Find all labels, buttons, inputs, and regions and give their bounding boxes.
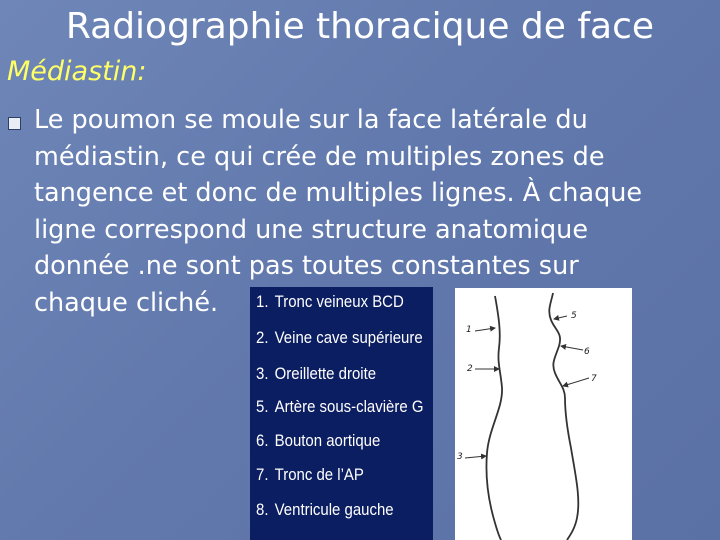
drawing-label: 3 <box>457 452 463 462</box>
mediastinum-outline-svg <box>455 288 632 540</box>
legend-item <box>256 500 394 520</box>
legend-number: 6. <box>256 431 269 450</box>
legend-text: Veine cave supérieure <box>274 328 423 347</box>
drawing-label: 6 <box>584 347 590 357</box>
legend-number: 7. <box>256 465 269 484</box>
legend-number: 3. <box>256 364 269 383</box>
legend-number: 2. <box>256 328 269 347</box>
slide-title: Radiographie thoracique de face <box>65 6 655 47</box>
legend-panel <box>250 287 433 540</box>
drawing-label: 2 <box>467 364 473 374</box>
legend-text: Ventricule gauche <box>274 500 394 519</box>
legend-item <box>256 328 423 348</box>
mediastinum-outline-drawing <box>455 288 632 540</box>
paragraph-line: Le poumon se moule sur la face latérale du <box>34 105 588 135</box>
legend-text: Bouton aortique <box>274 431 381 450</box>
legend-text: Tronc veineux BCD <box>274 292 404 311</box>
legend-item <box>256 292 404 312</box>
legend-item <box>256 397 423 417</box>
right-border-line <box>486 296 502 540</box>
drawing-label: 7 <box>591 374 597 384</box>
paragraph-line: ligne correspond une structure anatomique <box>34 214 589 245</box>
legend-number: 1. <box>256 292 269 311</box>
drawing-label: 1 <box>466 325 472 335</box>
left-border-line <box>549 293 578 540</box>
legend-item <box>256 465 364 485</box>
paragraph-line: donnée .ne sont pas toutes constantes sur <box>34 251 579 281</box>
legend-text: Artère sous-clavière G <box>274 397 424 416</box>
legend-item <box>256 364 376 384</box>
legend-text: Oreillette droite <box>274 364 377 383</box>
paragraph-line: tangence et donc de multiples lignes. À chaque <box>34 178 643 208</box>
bullet-square-icon <box>8 117 21 130</box>
legend-item <box>256 431 380 451</box>
slide-subtitle: Médiastin: <box>7 56 147 87</box>
legend-text: Tronc de l’AP <box>274 465 364 484</box>
paragraph-line: médiastin, ce qui crée de multiples zones de <box>34 141 605 172</box>
legend-number: 8. <box>256 500 269 519</box>
legend-number: 5. <box>256 397 269 416</box>
drawing-label: 5 <box>571 311 577 321</box>
paragraph-line: chaque cliché. <box>34 287 219 318</box>
